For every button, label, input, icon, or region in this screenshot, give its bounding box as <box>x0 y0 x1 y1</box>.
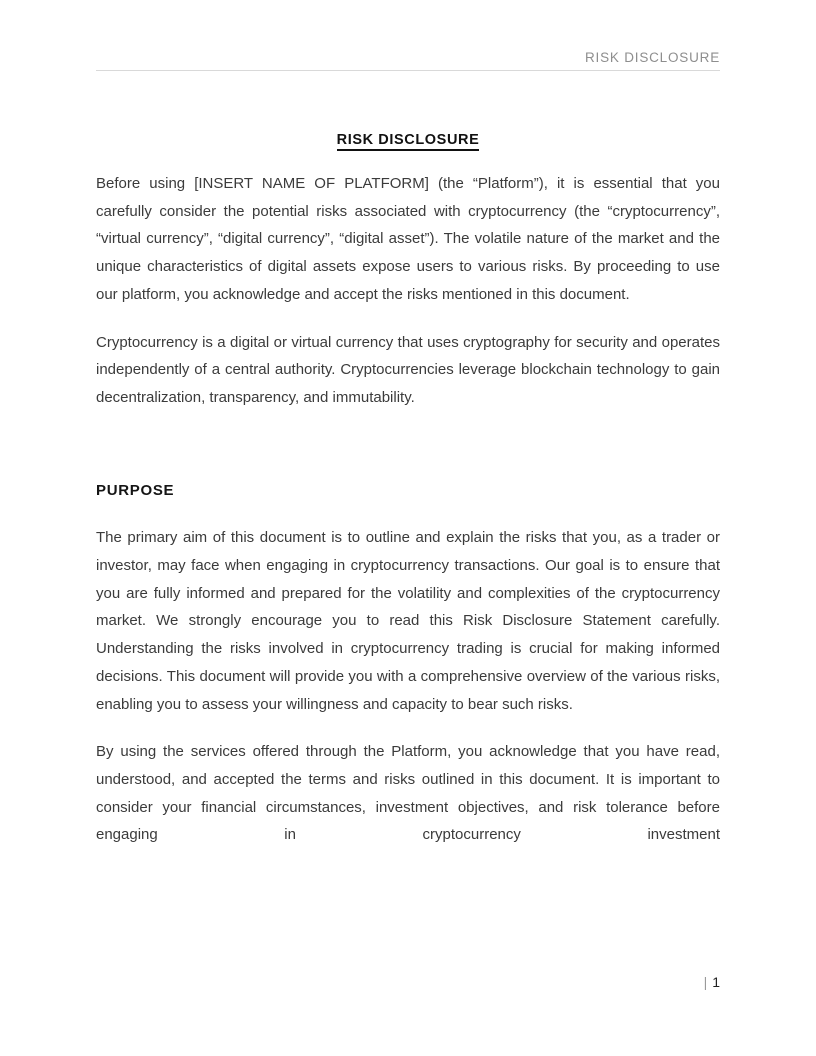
page-number: 1 <box>712 974 720 990</box>
purpose-paragraph-1: The primary aim of this document is to outline and explain the risks that you, as a trader or investor, may face when engaging in cryptocurrency transactions. Our goal is to ensure that you are fully informed and prepared for the volatility and complexities of the cryptocurrency market. We strongly encourage you to read this Risk Disclosure Statement carefully. Understanding the risks involved in cryptocurrency trading is crucial for making informed decisions. This document will provide you with a comprehensive overview of the various risks, enabling you to assess your willingness and capacity to bear such risks. <box>96 529 720 713</box>
footer-separator: | <box>703 974 708 990</box>
document-body <box>96 68 720 962</box>
intro-paragraph-2: Cryptocurrency is a digital or virtual currency that uses cryptography for security and operates independently of a central authority. Cryptocurrencies leverage blockchain technology to gain decentralization, transparency, and immutability. <box>96 333 720 406</box>
page-footer <box>704 974 720 990</box>
purpose-paragraph-2: By using the services offered through the Platform, you acknowledge that you have read, understood, and accepted the terms and risks outlined in this document. It is important to consider your financial circumstances, investment objectives, and risk tolerance before engaging in cryptocurrency investment <box>96 743 720 844</box>
document-title <box>96 68 720 150</box>
document-title-text: RISK DISCLOSURE <box>337 132 480 151</box>
page-header <box>96 0 720 71</box>
running-header-title: RISK DISCLOSURE <box>584 50 720 65</box>
intro-paragraph-1: Before using [INSERT NAME OF PLATFORM] (the “Platform”), it is essential that you carefully consider the potential risks associated with cryptocurrency (the “cryptocurrency”, “virtual currency”, “digital currency”, “digital asset”). The volatile nature of the market and the unique characteristics of digital assets expose users to various risks. By proceeding to use our platform, you acknowledge and accept the risks mentioned in this document. <box>96 175 720 303</box>
section-heading-purpose: PURPOSE <box>96 481 175 499</box>
